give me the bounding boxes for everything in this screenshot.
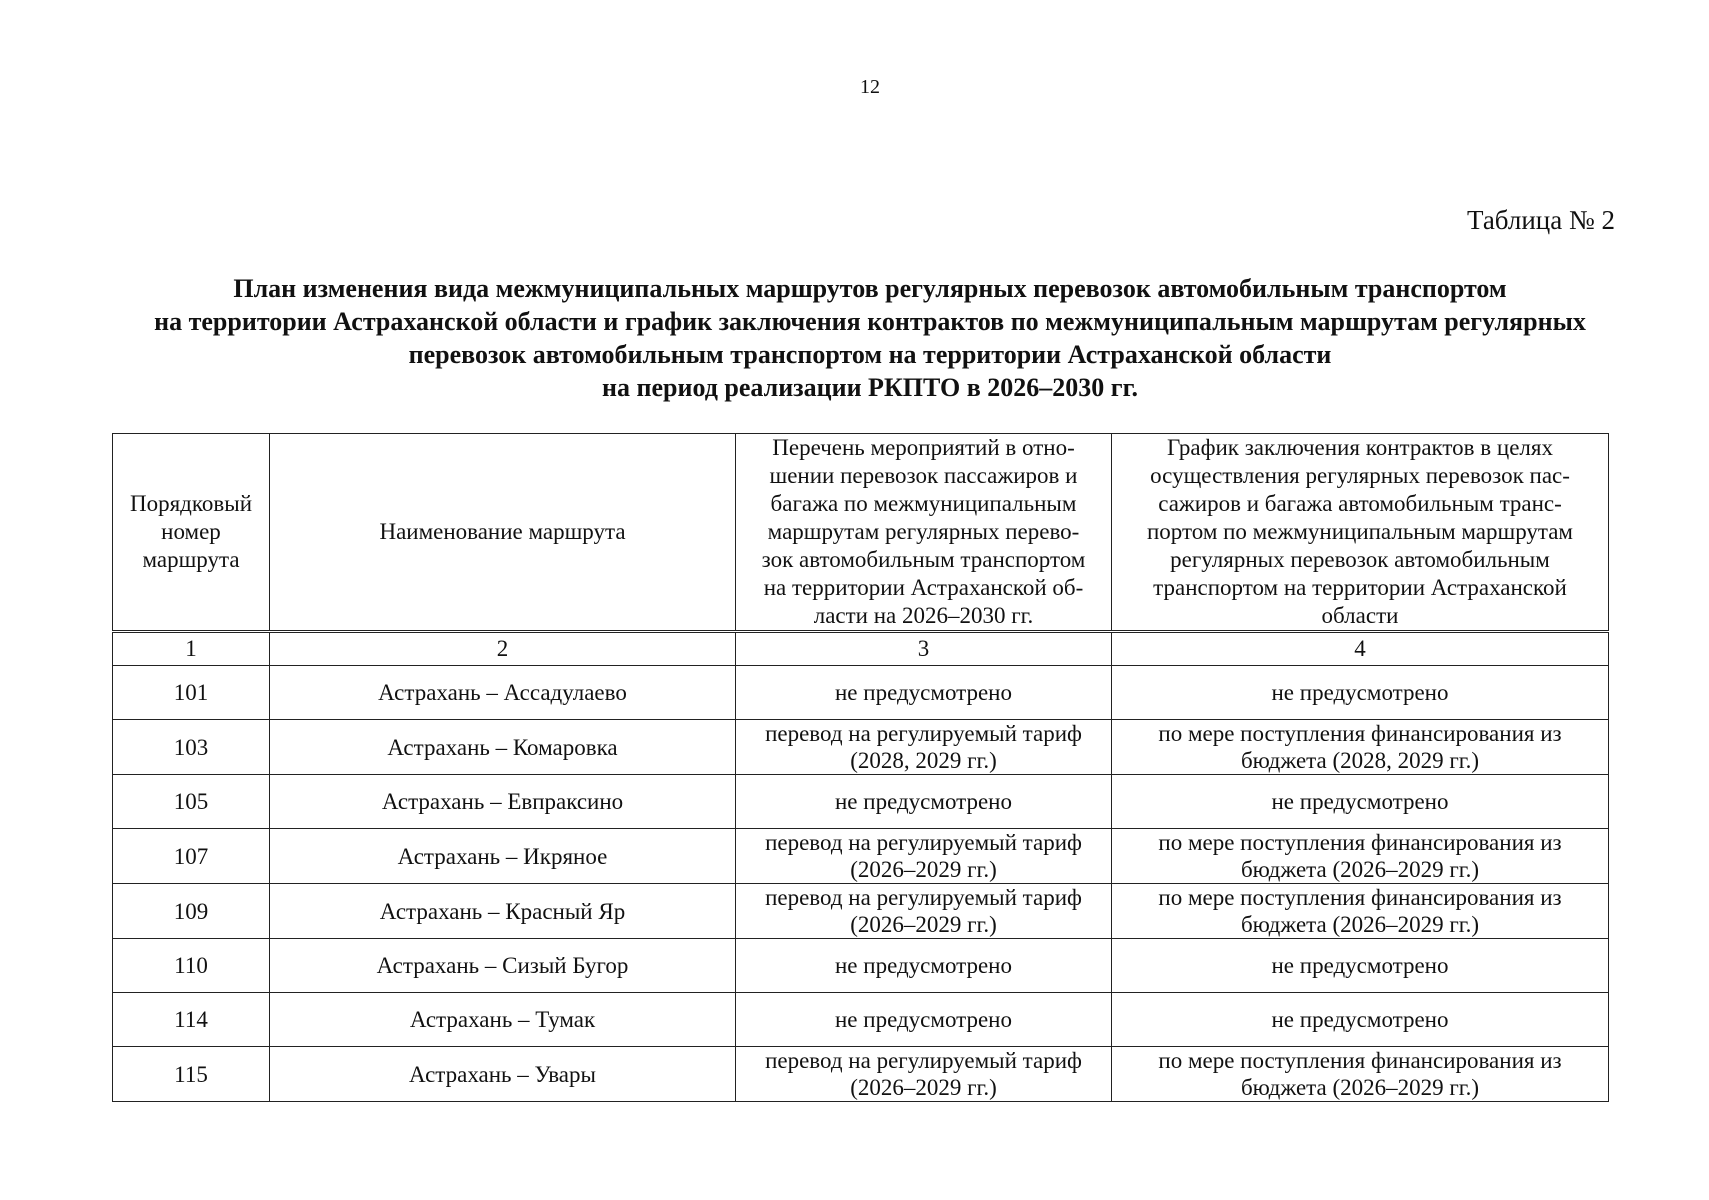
measures-cell: [736, 829, 1112, 884]
schedule-line: бюджета (2026–2029 гг.): [1240, 1075, 1480, 1100]
measures-line: не предусмотрено: [835, 680, 1012, 705]
title-line: на период реализации РКПТО в 2026–2030 гг.: [602, 373, 1138, 402]
measures-cell: [736, 1047, 1112, 1102]
schedule-line: не предусмотрено: [1271, 1007, 1449, 1032]
measures-line: не предусмотрено: [835, 953, 1012, 978]
measures-line: (2028, 2029 гг.): [850, 748, 997, 773]
column-header-line: багажа по межмуниципальным: [770, 491, 1077, 516]
measures-line: перевод на регулируемый тариф: [765, 830, 1082, 855]
schedule-line: бюджета (2026–2029 гг.): [1240, 857, 1480, 882]
column-header-line: на территории Астраханской об-: [763, 575, 1084, 600]
column-header-line: Порядковый: [129, 491, 253, 516]
measures-line: не предусмотрено: [835, 789, 1012, 814]
table-row: [113, 939, 1609, 993]
column-header-line: Перечень мероприятий в отно-: [772, 435, 1075, 460]
column-header-line: маршрута: [142, 547, 240, 572]
document-title: [120, 272, 1620, 404]
measures-line: (2026–2029 гг.): [850, 912, 997, 937]
schedule-line: по мере поступления финансирования из: [1158, 885, 1562, 910]
route-name-cell: Астрахань – Увары: [270, 1047, 736, 1102]
route-number-cell: 114: [113, 993, 270, 1047]
schedule-line: бюджета (2026–2029 гг.): [1240, 912, 1480, 937]
route-number-cell: 105: [113, 775, 270, 829]
column-number: 1: [113, 632, 270, 666]
column-numbering-row: [113, 632, 1609, 666]
column-header-line: регулярных перевозок автомобильным: [1170, 547, 1550, 572]
table-row: [113, 993, 1609, 1047]
route-number-cell: 115: [113, 1047, 270, 1102]
measures-cell: [736, 939, 1112, 993]
table-row: [113, 775, 1609, 829]
schedule-cell: [1112, 775, 1609, 829]
routes-table: [112, 433, 1609, 1102]
column-header-line: График заключения контрактов в целях: [1167, 435, 1553, 460]
route-number-cell: 103: [113, 720, 270, 775]
schedule-line: не предусмотрено: [1271, 680, 1449, 705]
table-row: [113, 720, 1609, 775]
column-header: [736, 434, 1112, 632]
column-number: 3: [736, 632, 1112, 666]
schedule-cell: [1112, 884, 1609, 939]
column-header-line: зок автомобильным транспортом: [761, 547, 1086, 572]
column-header: [1112, 434, 1609, 632]
schedule-line: бюджета (2028, 2029 гг.): [1240, 748, 1480, 773]
column-number: 4: [1112, 632, 1609, 666]
schedule-cell: [1112, 939, 1609, 993]
page-number: 12: [860, 76, 880, 98]
column-header-line: области: [1321, 603, 1399, 628]
measures-line: не предусмотрено: [835, 1007, 1012, 1032]
schedule-line: по мере поступления финансирования из: [1158, 721, 1562, 746]
column-header-line: портом по межмуниципальным маршрутам: [1147, 519, 1573, 544]
column-header-line: сажиров и багажа автомобильным транс-: [1158, 491, 1562, 516]
route-name-cell: Астрахань – Сизый Бугор: [270, 939, 736, 993]
column-header-line: осуществления регулярных перевозок пас-: [1150, 463, 1570, 488]
schedule-line: по мере поступления финансирования из: [1158, 1048, 1562, 1073]
schedule-line: не предусмотрено: [1271, 953, 1449, 978]
column-header-line: транспортом на территории Астраханской: [1153, 575, 1567, 600]
route-name-cell: Астрахань – Евпраксино: [270, 775, 736, 829]
schedule-cell: [1112, 1047, 1609, 1102]
schedule-cell: [1112, 993, 1609, 1047]
column-header-line: шении перевозок пассажиров и: [769, 463, 1078, 488]
route-name-cell: Астрахань – Комаровка: [270, 720, 736, 775]
column-header-line: ласти на 2026–2030 гг.: [813, 603, 1034, 628]
measures-cell: [736, 666, 1112, 720]
route-name-cell: Астрахань – Тумак: [270, 993, 736, 1047]
measures-line: перевод на регулируемый тариф: [765, 721, 1082, 746]
title-line: перевозок автомобильным транспортом на территории Астраханской области: [408, 340, 1332, 369]
schedule-cell: [1112, 829, 1609, 884]
routes-table-body: [113, 434, 1609, 1102]
measures-line: перевод на регулируемый тариф: [765, 885, 1082, 910]
table-row: [113, 666, 1609, 720]
table-label: Таблица № 2: [1467, 205, 1615, 235]
measures-line: (2026–2029 гг.): [850, 857, 997, 882]
route-name-cell: Астрахань – Красный Яр: [270, 884, 736, 939]
column-header-line: Наименование маршрута: [379, 519, 626, 544]
route-number-cell: 109: [113, 884, 270, 939]
route-name-cell: Астрахань – Ассадулаево: [270, 666, 736, 720]
title-line: на территории Астраханской области и график заключения контрактов по межмуниципальным маршрутам регулярных: [154, 307, 1586, 336]
table-row: [113, 884, 1609, 939]
schedule-line: не предусмотрено: [1271, 789, 1449, 814]
measures-cell: [736, 720, 1112, 775]
measures-cell: [736, 884, 1112, 939]
table-row: [113, 1047, 1609, 1102]
measures-line: (2026–2029 гг.): [850, 1075, 997, 1100]
route-number-cell: 101: [113, 666, 270, 720]
column-header-line: номер: [161, 519, 221, 544]
table-header-row: [113, 434, 1609, 632]
measures-cell: [736, 775, 1112, 829]
title-line: План изменения вида межмуниципальных маршрутов регулярных перевозок автомобильным транспортом: [233, 274, 1507, 303]
column-header-line: маршрутам регулярных перево-: [767, 519, 1080, 544]
measures-line: перевод на регулируемый тариф: [765, 1048, 1082, 1073]
measures-cell: [736, 993, 1112, 1047]
schedule-cell: [1112, 666, 1609, 720]
schedule-line: по мере поступления финансирования из: [1158, 830, 1562, 855]
route-number-cell: 110: [113, 939, 270, 993]
table-row: [113, 829, 1609, 884]
schedule-cell: [1112, 720, 1609, 775]
column-number: 2: [270, 632, 736, 666]
route-name-cell: Астрахань – Икряное: [270, 829, 736, 884]
column-header: [113, 434, 270, 632]
column-header: [270, 434, 736, 632]
route-number-cell: 107: [113, 829, 270, 884]
